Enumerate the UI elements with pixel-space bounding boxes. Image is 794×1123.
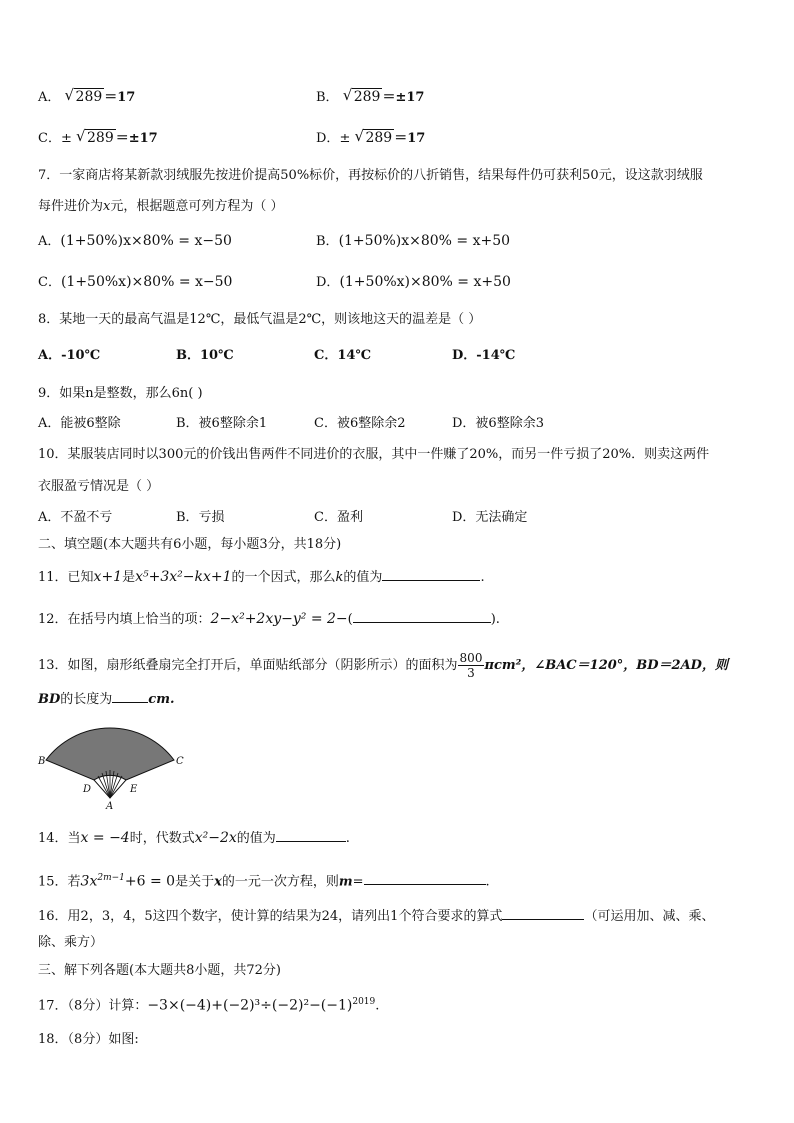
q7-option-a: A．(1+50%)x×80% = x−50 <box>38 233 232 249</box>
q9-stem: 9．如果n是整数，那么6n( ) <box>38 386 203 401</box>
q6-option-d: D．± √ 289 ＝17 <box>316 127 426 146</box>
answer-blank <box>502 905 584 920</box>
answer-blank <box>382 566 480 581</box>
answer-blank <box>353 608 491 623</box>
q7-option-b: B．(1+50%)x×80% = x+50 <box>316 233 511 249</box>
q7-option-d: D．(1+50%x)×80% = x+50 <box>316 274 511 290</box>
label-b: B <box>38 756 46 767</box>
q6-option-a: A． √ 289 ＝17 <box>38 86 136 105</box>
q8-option-a: A．-10℃ <box>38 348 101 363</box>
q8-option-d: D．-14℃ <box>452 348 516 363</box>
q8-option-b: B．10℃ <box>176 348 234 363</box>
q7-option-c: C．(1+50%x)×80% = x−50 <box>38 274 233 290</box>
q9-option-b: B．被6整除余1 <box>176 416 268 431</box>
q7-stem-line2: 每件进价为x元，根据题意可列方程为（ ） <box>38 199 284 214</box>
label-d: D <box>83 784 92 795</box>
q18: 18．（8分）如图: <box>38 1032 139 1047</box>
sqrt-symbol: √ 289 <box>76 127 114 146</box>
q17: 17．（8分）计算：$-3\times(-4)+(-2)^3\div(-2)^2-(-1)^{2019}$. <box>38 997 380 1014</box>
sqrt-symbol: √ 289 <box>342 86 381 105</box>
q6-option-c: C．± √ 289 ＝±17 <box>38 127 158 146</box>
label-e: E <box>130 784 138 795</box>
section-2-heading: 二、填空题(本大题共有6小题，每小题3分，共18分) <box>38 537 342 552</box>
q16-line1: 16．用2，3，4，5这四个数字，使计算的结果为24，请列出1个符合要求的算式 （可运用加、减、乘、 <box>38 905 714 926</box>
answer-blank <box>364 870 486 885</box>
q15: 15．若$3x^{2m-1}+6 = 0$是关于x的一元一次方程，则m= . <box>38 869 490 891</box>
q11: 11．已知x+1是x⁵+3x²−kx+1的一个因式，那么k的值为 . <box>38 566 485 587</box>
q10-option-a: A．不盈不亏 <box>38 510 113 525</box>
q13-line1: 13．如图，扇形纸叠扇完全打开后，单面贴纸部分（阴影所示）的面积为 $\frac{800}{3}$ πcm²，∠BAC＝120°，BD＝2AD，则 <box>38 651 728 680</box>
q10-stem-line1: 10．某服装店同时以300元的价钱出售两件不同进价的衣服，其中一件赚了20%，而另一件亏损了20%．则卖这两件 <box>38 447 710 462</box>
q8-option-c: C．14℃ <box>314 348 372 363</box>
q8-stem: 8．某地一天的最高气温是12℃，最低气温是2℃，则该地这天的温差是（ ） <box>38 312 482 327</box>
fan-figure <box>36 720 186 810</box>
q10-option-d: D．无法确定 <box>452 510 528 525</box>
label-c: C <box>176 756 184 767</box>
q13-line2: BD的长度为 cm. <box>38 688 174 709</box>
section-3-heading: 三、解下列各题(本大题共8小题，共72分) <box>38 963 281 978</box>
sqrt-symbol: √ 289 <box>354 127 393 146</box>
q9-option-c: C．被6整除余2 <box>314 416 406 431</box>
q16-line2: 除、乘方） <box>38 935 104 950</box>
sqrt-symbol: √ 289 <box>64 86 103 105</box>
q10-stem-line2: 衣服盈亏情况是（ ） <box>38 479 160 494</box>
answer-blank <box>112 688 148 703</box>
q12: 12．在括号内填上恰当的项：2−x²+2xy−y² = 2−( ). <box>38 608 500 629</box>
label-a: A <box>106 801 114 810</box>
q14: 14．当x = −4时，代数式x²−2x的值为 . <box>38 827 350 848</box>
q10-option-b: B．亏损 <box>176 510 225 525</box>
answer-blank <box>276 827 346 842</box>
q6-option-b: B． √ 289 ＝±17 <box>316 86 425 105</box>
fraction: $\frac{800}{3}$ <box>459 651 483 680</box>
q9-option-a: A．能被6整除 <box>38 416 121 431</box>
q9-option-d: D．被6整除余3 <box>452 416 544 431</box>
q10-option-c: C．盈利 <box>314 510 363 525</box>
q7-stem-line1: 7．一家商店将某新款羽绒服先按进价提高50%标价，再按标价的八折销售，结果每件仍可获利50元，设这款羽绒服 <box>38 168 703 183</box>
